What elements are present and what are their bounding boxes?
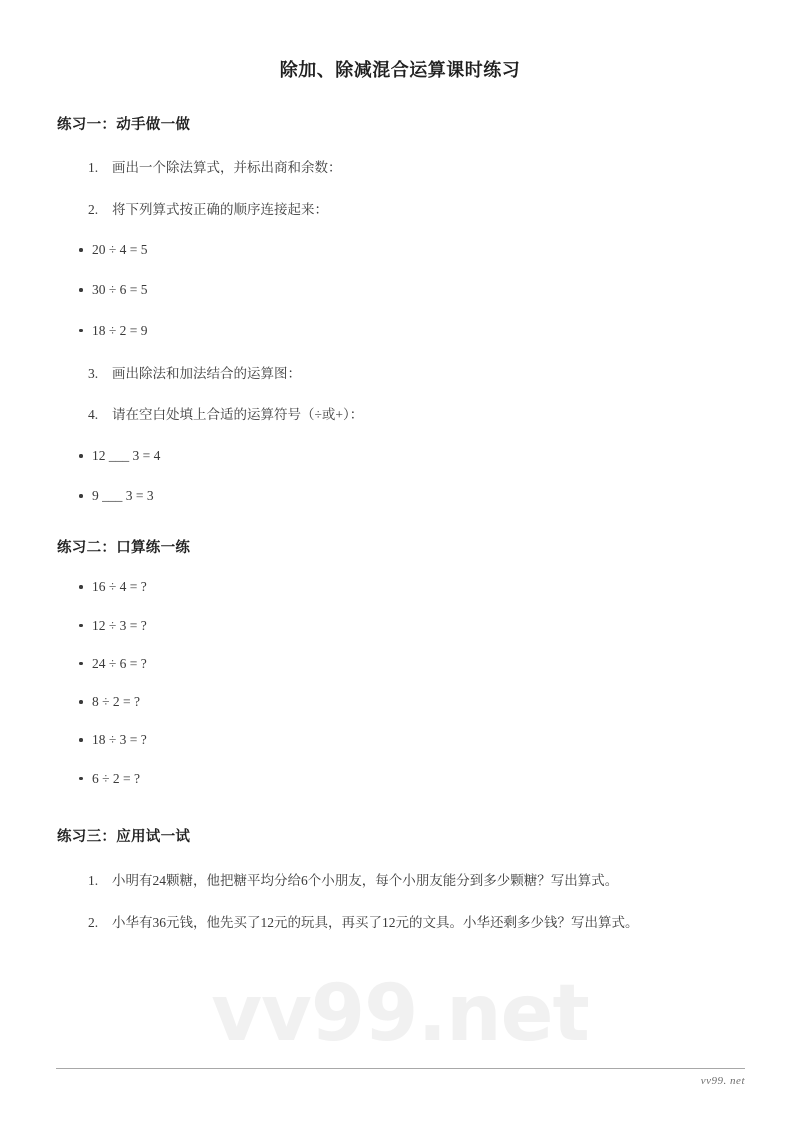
list-item: 9 ___ 3 = 3 — [0, 486, 800, 506]
list-item: 16 ÷ 4 = ? — [0, 577, 800, 597]
list-item: 6 ÷ 2 = ? — [0, 769, 800, 789]
section-exercise-three — [0, 827, 800, 934]
item-text: 将下列算式按正确的顺序连接起来： — [112, 201, 328, 217]
section-exercise-two — [0, 538, 800, 789]
list-item: 8 ÷ 2 = ? — [0, 692, 800, 712]
footer-divider — [56, 1068, 745, 1069]
item-text: 请在空白处填上合适的运算符号（÷或+）： — [112, 407, 364, 423]
footer-site-label: vv99. net — [700, 1075, 745, 1087]
list-item — [0, 912, 800, 934]
item-number: 1. — [88, 159, 99, 175]
watermark-vv99net: vv99.net — [211, 969, 589, 1059]
exercise-one-equations-b — [0, 446, 800, 507]
item-number: 3. — [88, 365, 99, 381]
item-number: 1. — [88, 872, 99, 888]
item-text: 画出除法和加法结合的运算图： — [112, 365, 301, 381]
exercise-one-tasks-a — [0, 157, 800, 220]
item-text: 小华有36元钱，他先买了12元的玩具，再买了12元的文具。小华还剩多少钱？写出算式。 — [112, 915, 639, 931]
list-item: 12 ___ 3 = 4 — [0, 446, 800, 466]
page-footer — [56, 1068, 745, 1087]
list-item: 12 ÷ 3 = ? — [0, 616, 800, 636]
list-item — [0, 199, 800, 221]
item-number: 2. — [88, 915, 99, 931]
item-text: 画出一个除法算式，并标出商和余数： — [112, 159, 342, 175]
item-text: 小明有24颗糖，他把糖平均分给6个小朋友，每个小朋友能分到多少颗糖？写出算式。 — [112, 872, 619, 888]
item-number: 4. — [88, 407, 99, 423]
list-item: 18 ÷ 3 = ? — [0, 730, 800, 750]
section-heading-one: 练习一：动手做一做 — [57, 117, 191, 134]
list-item: 30 ÷ 6 = 5 — [0, 280, 800, 300]
section-heading-two: 练习二：口算练一练 — [57, 539, 191, 556]
item-number: 2. — [88, 201, 99, 217]
section-exercise-one — [0, 115, 800, 506]
list-item: 24 ÷ 6 = ? — [0, 654, 800, 674]
list-item — [0, 404, 800, 426]
exercise-one-equations-a — [0, 240, 800, 341]
list-item: 18 ÷ 2 = 9 — [0, 321, 800, 341]
exercise-one-tasks-b — [0, 363, 800, 426]
exercise-three-problems — [0, 870, 800, 934]
section-heading-three: 练习三：应用试一试 — [57, 828, 191, 845]
list-item — [0, 870, 800, 892]
exercise-two-equations — [0, 577, 800, 789]
list-item: 20 ÷ 4 = 5 — [0, 240, 800, 260]
list-item — [0, 363, 800, 385]
list-item — [0, 157, 800, 179]
page-title: 除加、除减混合运算课时练习 — [279, 60, 521, 80]
